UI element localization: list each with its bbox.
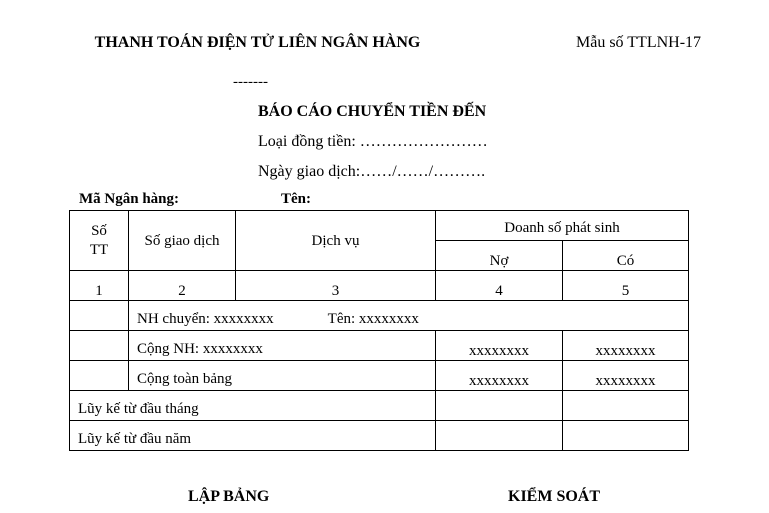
table-row-bank-total xyxy=(70,331,689,361)
organization-divider: ------- xyxy=(233,74,268,90)
header-transaction-no xyxy=(129,211,236,271)
month-to-date-credit xyxy=(563,391,689,421)
year-to-date-credit xyxy=(563,421,689,451)
prepared-by-signature: LẬP BẢNG xyxy=(188,488,270,505)
table-total-debit-value: xxxxxxxx xyxy=(469,373,529,389)
column-number-4: 4 xyxy=(495,283,503,299)
currency-type-field: Loại đồng tiền: …………………… xyxy=(258,133,488,150)
header-turnover-label: Doanh số phát sinh xyxy=(504,220,620,236)
table-total-debit xyxy=(436,361,563,391)
bank-total-credit-value: xxxxxxxx xyxy=(595,343,656,359)
year-to-date-label: Lũy kế từ đầu năm xyxy=(78,431,192,447)
column-number xyxy=(129,271,236,301)
table-row-sending-bank xyxy=(70,301,689,331)
bank-total-credit xyxy=(563,331,689,361)
column-number xyxy=(236,271,436,301)
report-table xyxy=(69,210,689,451)
year-to-date-debit xyxy=(436,421,563,451)
month-to-date-cell xyxy=(70,391,436,421)
month-to-date-debit xyxy=(436,391,563,421)
header-row xyxy=(70,211,689,241)
empty-cell xyxy=(70,301,129,331)
bank-total-debit xyxy=(436,331,563,361)
bank-total-cell xyxy=(129,331,436,361)
header-transaction-no-label: Số giao dịch xyxy=(144,232,220,249)
sending-bank-cell xyxy=(129,301,689,331)
table-total-credit-value: xxxxxxxx xyxy=(595,373,656,389)
column-number xyxy=(70,271,129,301)
header-credit xyxy=(563,241,689,271)
column-number-row xyxy=(70,271,689,301)
bank-code-label: Mã Ngân hàng: xyxy=(79,191,180,207)
header-turnover xyxy=(436,211,689,241)
bank-total-label: Cộng NH: xxxxxxxx xyxy=(137,341,263,357)
table-row-year-to-date xyxy=(70,421,689,451)
table-row-month-to-date xyxy=(70,391,689,421)
column-number xyxy=(563,271,689,301)
header-service xyxy=(236,211,436,271)
header-credit-label: Có xyxy=(616,253,635,269)
column-number-2: 2 xyxy=(178,283,186,299)
table-total-cell xyxy=(129,361,436,391)
empty-cell xyxy=(70,331,129,361)
organization-name: THANH TOÁN ĐIỆN TỬ LIÊN NGÂN HÀNG xyxy=(94,34,421,51)
report-title: BÁO CÁO CHUYỂN TIỀN ĐẾN xyxy=(258,103,487,120)
year-to-date-cell xyxy=(70,421,436,451)
column-number-5: 5 xyxy=(621,283,630,299)
form-code: Mẫu số TTLNH-17 xyxy=(576,34,702,51)
header-service-label: Dịch vụ xyxy=(311,232,360,249)
column-number xyxy=(436,271,563,301)
month-to-date-label: Lũy kế từ đầu tháng xyxy=(78,401,199,417)
header-stt xyxy=(70,211,129,271)
bank-total-debit-value: xxxxxxxx xyxy=(469,343,529,359)
table-total-credit xyxy=(563,361,689,391)
column-number-3: 3 xyxy=(331,283,340,299)
column-number-1: 1 xyxy=(95,283,103,299)
header-debit xyxy=(436,241,563,271)
empty-cell xyxy=(70,361,129,391)
table-row-table-total xyxy=(70,361,689,391)
header-stt-label: Số TT xyxy=(89,222,109,258)
bank-name-label: Tên: xyxy=(281,191,311,207)
sending-bank-name: Tên: xxxxxxxx xyxy=(327,311,419,327)
table-total-label: Cộng toàn bảng xyxy=(137,371,232,387)
transaction-date-field: Ngày giao dịch:……/……/………. xyxy=(258,163,486,180)
sending-bank-label: NH chuyển: xxxxxxxx xyxy=(137,311,274,327)
header-debit-label: Nợ xyxy=(489,253,509,269)
checked-by-signature: KIỂM SOÁT xyxy=(508,488,601,505)
